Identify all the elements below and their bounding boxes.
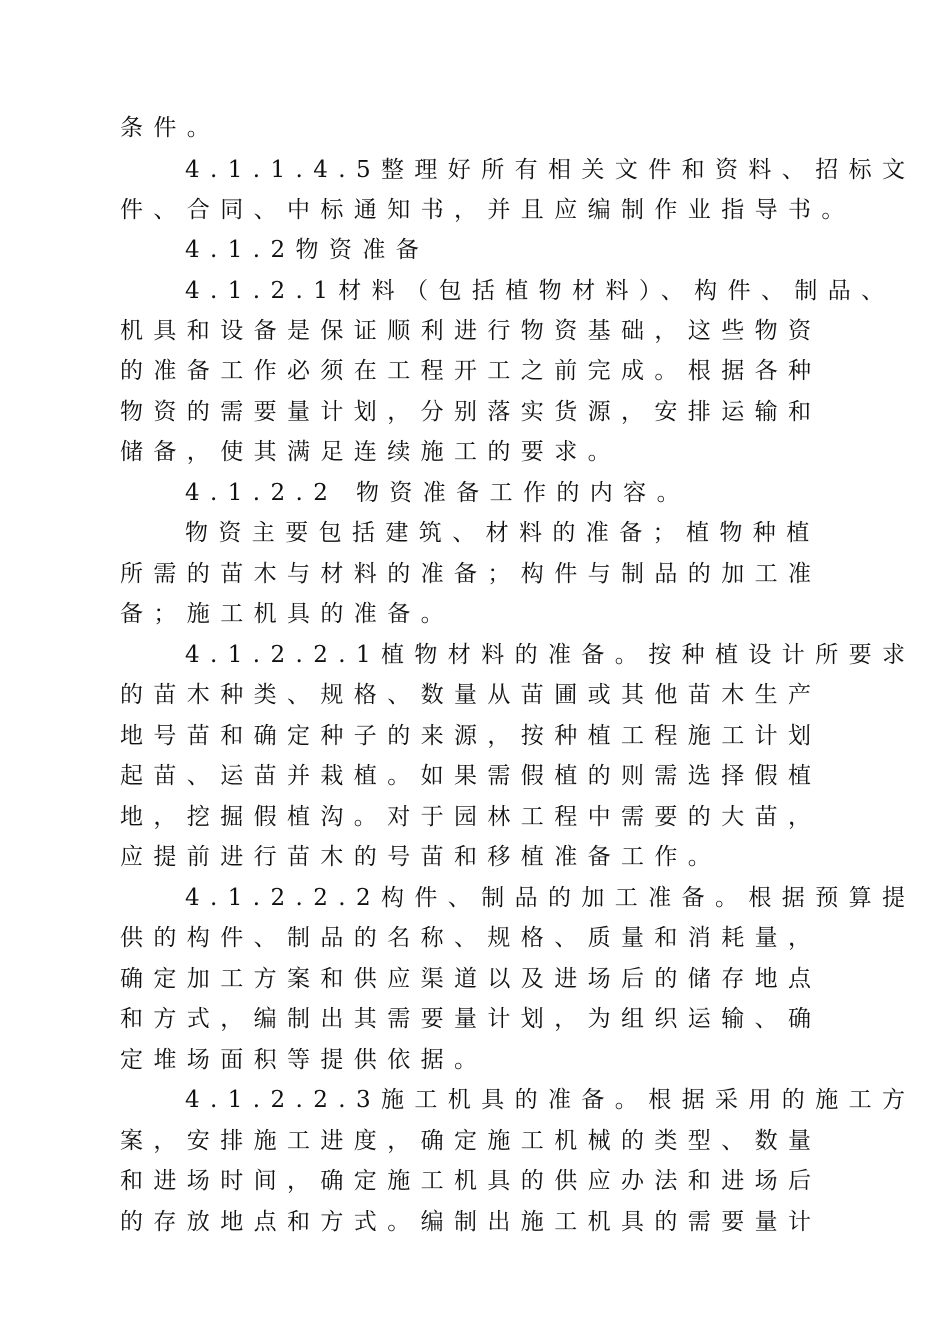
text-line: 和进场时间，确定施工机具的供应办法和进场后 [120,1168,822,1194]
text-line: 机具和设备是保证顺利进行物资基础，这些物资 [120,318,822,344]
text-line: 储备，使其满足连续施工的要求。 [120,439,621,465]
text-line: 定堆场面积等提供依据。 [120,1047,488,1073]
section-heading: 4.1.2物资准备 [185,237,430,263]
text-line: 地号苗和确定种子的来源，按种植工程施工计划 [120,723,822,749]
text-line: 供的构件、制品的名称、规格、质量和消耗量， [120,925,822,951]
text-line: 的准备工作必须在工程开工之前完成。根据各种 [120,358,822,384]
text-line: 物资主要包括建筑、材料的准备；植物种植 [185,520,820,546]
text-line: 4.1.2.2.2构件、制品的加工准备。根据预算提 [185,885,916,911]
text-line: 案，安排施工进度，确定施工机械的类型、数量 [120,1128,822,1154]
text-line: 4.1.2.2.3施工机具的准备。根据采用的施工方 [185,1087,916,1113]
text-line: 条件。 [120,115,221,141]
text-line: 备；施工机具的准备。 [120,601,454,627]
text-line: 物资的需要量计划，分别落实货源，安排运输和 [120,399,822,425]
text-line: 4.1.1.4.5整理好所有相关文件和资料、招标文 [185,157,916,183]
text-line: 4.1.2.2.1植物材料的准备。按种植设计所要求 [185,642,916,668]
text-line: 4.1.2.1材料（包括植物材料）、构件、制品、 [185,278,895,304]
text-line: 地，挖掘假植沟。对于园林工程中需要的大苗， [120,804,822,830]
text-line: 的苗木种类、规格、数量从苗圃或其他苗木生产 [120,682,822,708]
text-line: 起苗、运苗并栽植。如果需假植的则需选择假植 [120,763,822,789]
text-line: 件、合同、中标通知书，并且应编制作业指导书。 [120,197,855,223]
text-line: 确定加工方案和供应渠道以及进场后的储存地点 [120,966,822,992]
text-line: 应提前进行苗木的号苗和移植准备工作。 [120,844,722,870]
text-line: 所需的苗木与材料的准备；构件与制品的加工准 [120,561,822,587]
text-line: 4.1.2.2 物资准备工作的内容。 [185,480,690,506]
text-line: 和方式，编制出其需要量计划，为组织运输、确 [120,1006,822,1032]
text-line: 的存放地点和方式。编制出施工机具的需要量计 [120,1209,822,1235]
